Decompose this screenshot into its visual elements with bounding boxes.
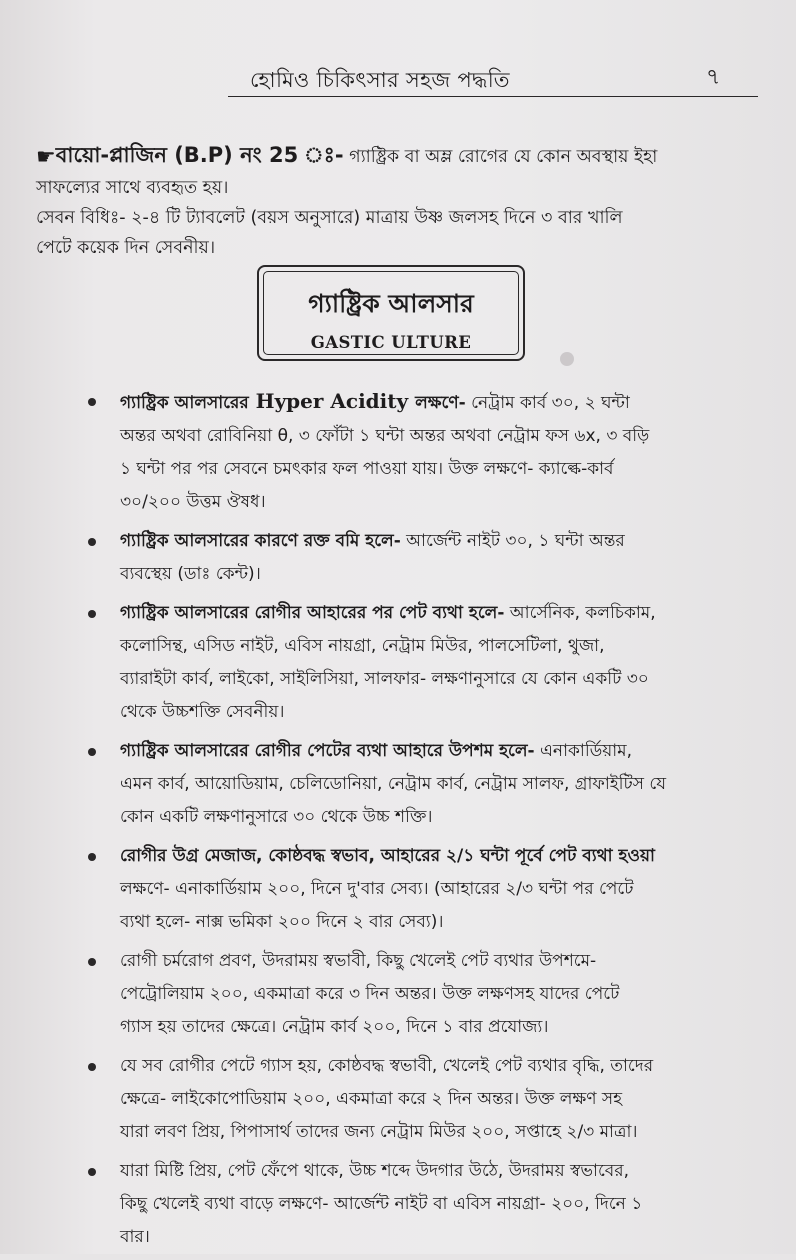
list-item bbox=[88, 735, 760, 834]
list-item-lead: গ্যাষ্ট্রিক আলসারের কারণে রক্ত বমি হলে- bbox=[120, 531, 401, 551]
list-item-line bbox=[120, 1155, 760, 1188]
list-item-line: বার। bbox=[120, 1227, 150, 1247]
intro-line-4: পেটে কয়েক দিন সেবনীয়। bbox=[36, 238, 216, 258]
list-item-line: লক্ষণে- এনাকার্ডিয়াম ২০০, দিনে দু'বার সেব্য। (আহারের ২/৩ ঘন্টা পর পেটে bbox=[120, 879, 634, 899]
ink-smudge bbox=[560, 352, 574, 366]
bullet-dot-icon bbox=[88, 853, 96, 861]
list-item-lead-suffix: লক্ষণে- bbox=[415, 393, 466, 413]
page-number: ৭ bbox=[706, 65, 721, 90]
list-item-text: আর্সেনিক, কলচিকাম, bbox=[504, 603, 656, 623]
list-item-text: রোগী চর্মরোগ প্রবণ, উদরাময় স্বভাবী, কিছু খেলেই পেট ব্যথার উপশমে- bbox=[120, 951, 597, 971]
list-item-line: ব্যবস্থেয় (ডাঃ কেন্ট)। bbox=[120, 564, 261, 584]
bullet-dot-icon bbox=[88, 748, 96, 756]
list-item-line: অন্তর অথবা রোবিনিয়া θ, ৩ ফোঁটা ১ ঘন্টা অন্তর অথবা নেট্রাম ফস ৬x, ৩ বড়ি bbox=[120, 426, 650, 446]
list-item bbox=[88, 840, 760, 939]
list-item-text: এনাকার্ডিয়াম, bbox=[534, 741, 632, 761]
list-item-line: ব্যারাইটা কার্ব, লাইকো, সাইলিসিয়া, সালফার- লক্ষণানুসারে যে কোন একটি ৩০ bbox=[120, 669, 649, 689]
remedy-title: বায়ো-প্লাজিন (B.P) নং 25 ঃ- bbox=[55, 143, 344, 167]
list-item-lead: গ্যাষ্ট্রিক আলসারের রোগীর পেটের ব্যথা আহারে উপশম হলে- bbox=[120, 741, 535, 761]
list-item bbox=[88, 525, 760, 591]
list-item-line: থেকে উচ্চশক্তি সেবনীয়। bbox=[120, 702, 285, 722]
list-item-line: এমন কার্ব, আয়োডিয়াম, চেলিডোনিয়া, নেট্রাম কার্ব, নেট্রাম সালফ, গ্রাফাইটিস যে bbox=[120, 774, 667, 794]
list-item-line bbox=[120, 945, 760, 978]
list-item-line bbox=[120, 385, 760, 420]
list-item bbox=[88, 385, 760, 519]
list-item-line bbox=[120, 1050, 760, 1083]
list-item-line: কিছু খেলেই ব্যথা বাড়ে লক্ষণে- আর্জেন্ট নাইট বা এবিস নায়গ্রা- ২০০, দিনে ১ bbox=[120, 1194, 643, 1214]
header-rule bbox=[228, 96, 758, 97]
running-header: হোমিও চিকিৎসার সহজ পদ্ধতি bbox=[250, 68, 510, 92]
list-item-line: ৩০/২০০ উত্তম ঔষধ। bbox=[120, 492, 266, 512]
bullet-dot-icon bbox=[88, 398, 96, 406]
list-item-text: আর্জেন্ট নাইট ৩০, ১ ঘন্টা অন্তর bbox=[400, 531, 625, 551]
section-title-box bbox=[257, 265, 525, 361]
list-item-lead: গ্যাষ্ট্রিক আলসারের bbox=[120, 393, 249, 413]
list-item-line bbox=[120, 735, 760, 768]
bullet-dot-icon bbox=[88, 1168, 96, 1176]
list-item bbox=[88, 945, 760, 1044]
list-item-lead: গ্যাষ্ট্রিক আলসারের রোগীর আহারের পর পেট ব্যথা হলে- bbox=[120, 603, 505, 623]
bullet-dot-icon bbox=[88, 1063, 96, 1071]
intro-line-2: সাফল্যের সাথে ব্যবহৃত হয়। bbox=[36, 178, 229, 198]
list-item-line: যারা লবণ প্রিয়, পিপাসার্থ তাদের জন্য নেট্রাম মিউর ২০০, সপ্তাহে ২/৩ মাত্রা। bbox=[120, 1122, 638, 1142]
list-item-english-term: Hyper Acidity bbox=[248, 389, 416, 413]
pointing-hand-icon: ☛ bbox=[36, 145, 56, 170]
list-item bbox=[88, 1050, 760, 1149]
section-title-box-inner bbox=[263, 271, 519, 355]
list-item-text: যারা মিষ্টি প্রিয়, পেট ফেঁপে থাকে, উচ্চ শব্দে উদগার উঠে, উদরাময় স্বভাবের, bbox=[120, 1161, 629, 1181]
list-item-line: ক্ষেত্রে- লাইকোপোডিয়াম ২০০, একমাত্রা করে ২ দিন অন্তর। উক্ত লক্ষণ সহ bbox=[120, 1089, 623, 1109]
list-item-line bbox=[120, 840, 760, 873]
list-item-line bbox=[120, 525, 760, 558]
intro-line-1-text: গ্যাষ্ট্রিক বা অম্ল রোগের যে কোন অবস্থায় ইহা bbox=[343, 147, 658, 167]
list-item bbox=[88, 597, 760, 729]
list-item-line: পেট্রোলিয়াম ২০০, একমাত্রা করে ৩ দিন অন্তর। উক্ত লক্ষণসহ যাদের পেটে bbox=[120, 984, 620, 1004]
list-item-line: গ্যাস হয় তাদের ক্ষেত্রে। নেট্রাম কার্ব ২০০, দিনে ১ বার প্রযোজ্য। bbox=[120, 1017, 549, 1037]
list-item-line: ১ ঘন্টা পর পর সেবনে চমৎকার ফল পাওয়া যায়। উক্ত লক্ষণে- ক্যাল্কে-কার্ব bbox=[120, 459, 614, 479]
intro-line-3: সেবন বিধিঃ- ২-৪ টি ট্যাবলেট (বয়স অনুসারে) মাত্রায় উষ্ণ জলসহ দিনে ৩ বার খালি bbox=[36, 208, 623, 228]
bullet-list bbox=[88, 385, 760, 1260]
list-item-line: কলোসিন্থ, এসিড নাইট, এবিস নায়গ্রা, নেট্রাম মিউর, পালসেটিলা, থুজা, bbox=[120, 636, 605, 656]
section-title-english: GASTIC ULTURE bbox=[310, 333, 472, 352]
list-item-text: নেট্রাম কার্ব ৩০, ২ ঘন্টা bbox=[465, 393, 630, 413]
list-item-line bbox=[120, 597, 760, 630]
intro-line-1 bbox=[36, 143, 658, 170]
list-item-lead: রোগীর উগ্র মেজাজ, কোষ্ঠবদ্ধ স্বভাব, আহারের ২/১ ঘন্টা পূর্বে পেট ব্যথা হওয়া bbox=[120, 846, 655, 866]
list-item-text: যে সব রোগীর পেটে গ্যাস হয়, কোষ্ঠবদ্ধ স্বভাবী, খেলেই পেট ব্যথার বৃদ্ধি, তাদের bbox=[120, 1056, 654, 1076]
bullet-dot-icon bbox=[88, 538, 96, 546]
section-title-bengali: গ্যাষ্ট্রিক আলসার bbox=[308, 289, 474, 318]
bullet-dot-icon bbox=[88, 610, 96, 618]
intro-paragraph bbox=[36, 140, 756, 263]
list-item bbox=[88, 1155, 760, 1254]
list-item-line: ব্যথা হলে- নাক্স ভমিকা ২০০ দিনে ২ বার সেব্য)। bbox=[120, 912, 444, 932]
list-item-line: কোন একটি লক্ষণানুসারে ৩০ থেকে উচ্চ শক্তি। bbox=[120, 807, 433, 827]
bullet-dot-icon bbox=[88, 958, 96, 966]
